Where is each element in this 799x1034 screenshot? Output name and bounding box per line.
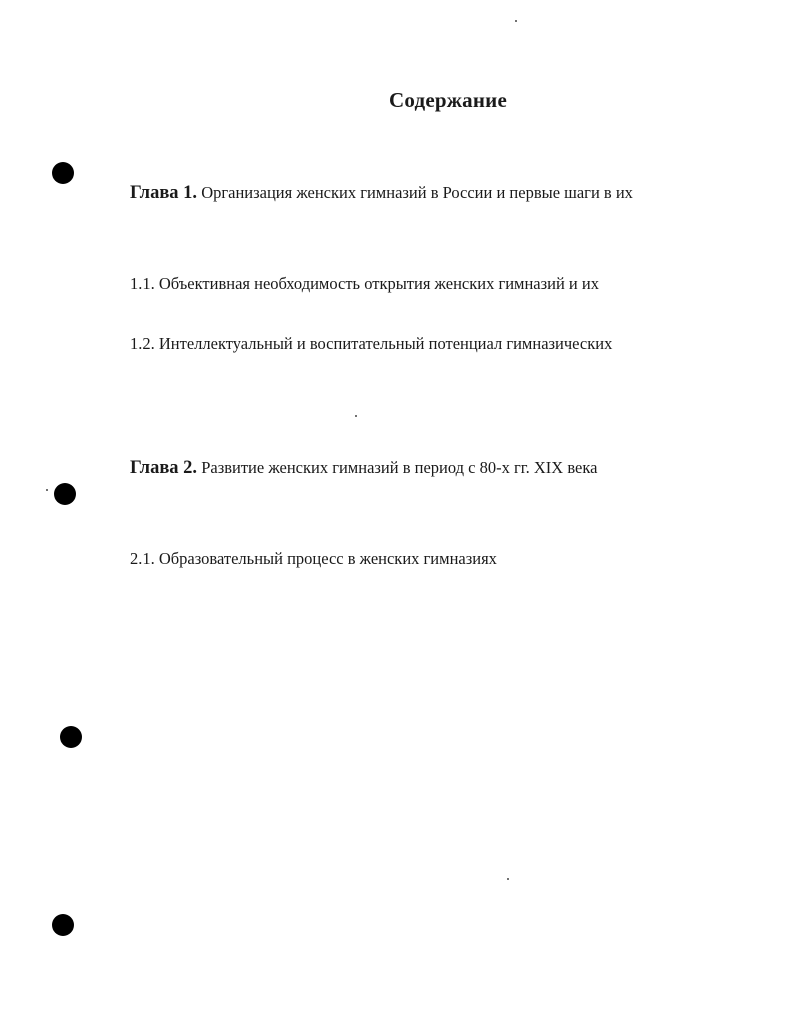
toc-s2-1-line1: 2.1. Образовательный процесс в женских гимназиях (130, 549, 497, 568)
punch-hole (54, 483, 76, 505)
punch-hole (52, 914, 74, 936)
page-title: Содержание (389, 88, 507, 112)
scan-speck (507, 878, 509, 880)
chapter-title: Развитие женских гимназий в период с 80-х гг. XIX века (201, 458, 598, 477)
chapter-label: Глава 2. (130, 458, 198, 478)
scan-speck (515, 20, 517, 22)
punch-hole (60, 726, 82, 748)
chapter-label: Глава 1. (130, 183, 198, 203)
toc-chapter2-line1 (130, 457, 597, 479)
chapter-title: Организация женских гимназий в России и первые шаги в их (201, 183, 633, 202)
toc-s1-2-line1: 1.2. Интеллектуальный и воспитательный потенциал гимназических (130, 334, 613, 353)
toc-chapter1-line1 (130, 182, 633, 204)
punch-hole (52, 162, 74, 184)
scan-speck (46, 489, 48, 491)
scan-speck (355, 415, 357, 417)
toc-s1-1-line1: 1.1. Объективная необходимость открытия женских гимназий и их (130, 274, 599, 293)
